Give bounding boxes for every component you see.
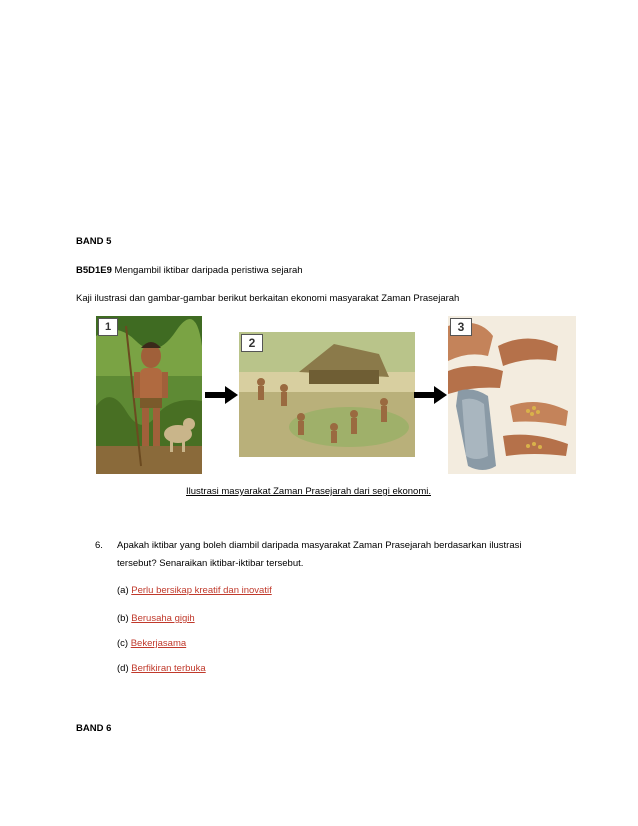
instruction-text: Kaji ilustrasi dan gambar-gambar berikut berkaitan ekonomi masyarakat Zaman Prasejarah: [76, 293, 460, 304]
right-arrow-icon: [414, 385, 448, 405]
band6-heading: BAND 6: [76, 723, 112, 734]
code-line: [76, 265, 303, 277]
panel-2-image: [239, 332, 415, 457]
panel-3-image: [448, 316, 576, 474]
panel-2-number: 2: [241, 334, 263, 352]
answer-text: Perlu bersikap kreatif dan inovatif: [131, 585, 272, 596]
panel-3-number: 3: [450, 318, 472, 336]
hunter-with-spear-and-dog-image: [96, 316, 202, 474]
answer-marker: (c): [117, 638, 129, 649]
right-arrow-icon: [205, 385, 239, 405]
answer-marker: (b): [117, 613, 129, 624]
barter-trade-fish-grain-image: [448, 316, 576, 474]
answer-text: Bekerjasama: [130, 638, 187, 649]
answer-item: [117, 663, 206, 675]
learning-code: B5D1E9: [76, 265, 112, 276]
answer-marker: (d): [117, 663, 129, 674]
answer-text: Berusaha gigih: [131, 613, 195, 624]
panel-1-number: 1: [98, 318, 118, 336]
figure-caption: Ilustrasi masyarakat Zaman Prasejarah dari segi ekonomi.: [186, 486, 431, 497]
answer-item: [117, 613, 195, 625]
answer-marker: (a): [117, 585, 129, 596]
question-number: 6.: [95, 540, 103, 551]
band5-heading: BAND 5: [76, 236, 112, 247]
question-line-2: tersebut? Senaraikan iktibar-iktibar tersebut.: [117, 558, 304, 569]
farming-settlement-image: [239, 332, 415, 457]
panel-1-image: [96, 316, 202, 474]
answer-text: Berfikiran terbuka: [131, 663, 206, 674]
question-line-1: Apakah iktibar yang boleh diambil daripada masyarakat Zaman Prasejarah berdasarkan ilustrasi: [117, 540, 522, 551]
learning-objective: Mengambil iktibar daripada peristiwa sejarah: [111, 265, 303, 276]
answer-item: [117, 585, 272, 597]
answer-item: [117, 638, 186, 650]
